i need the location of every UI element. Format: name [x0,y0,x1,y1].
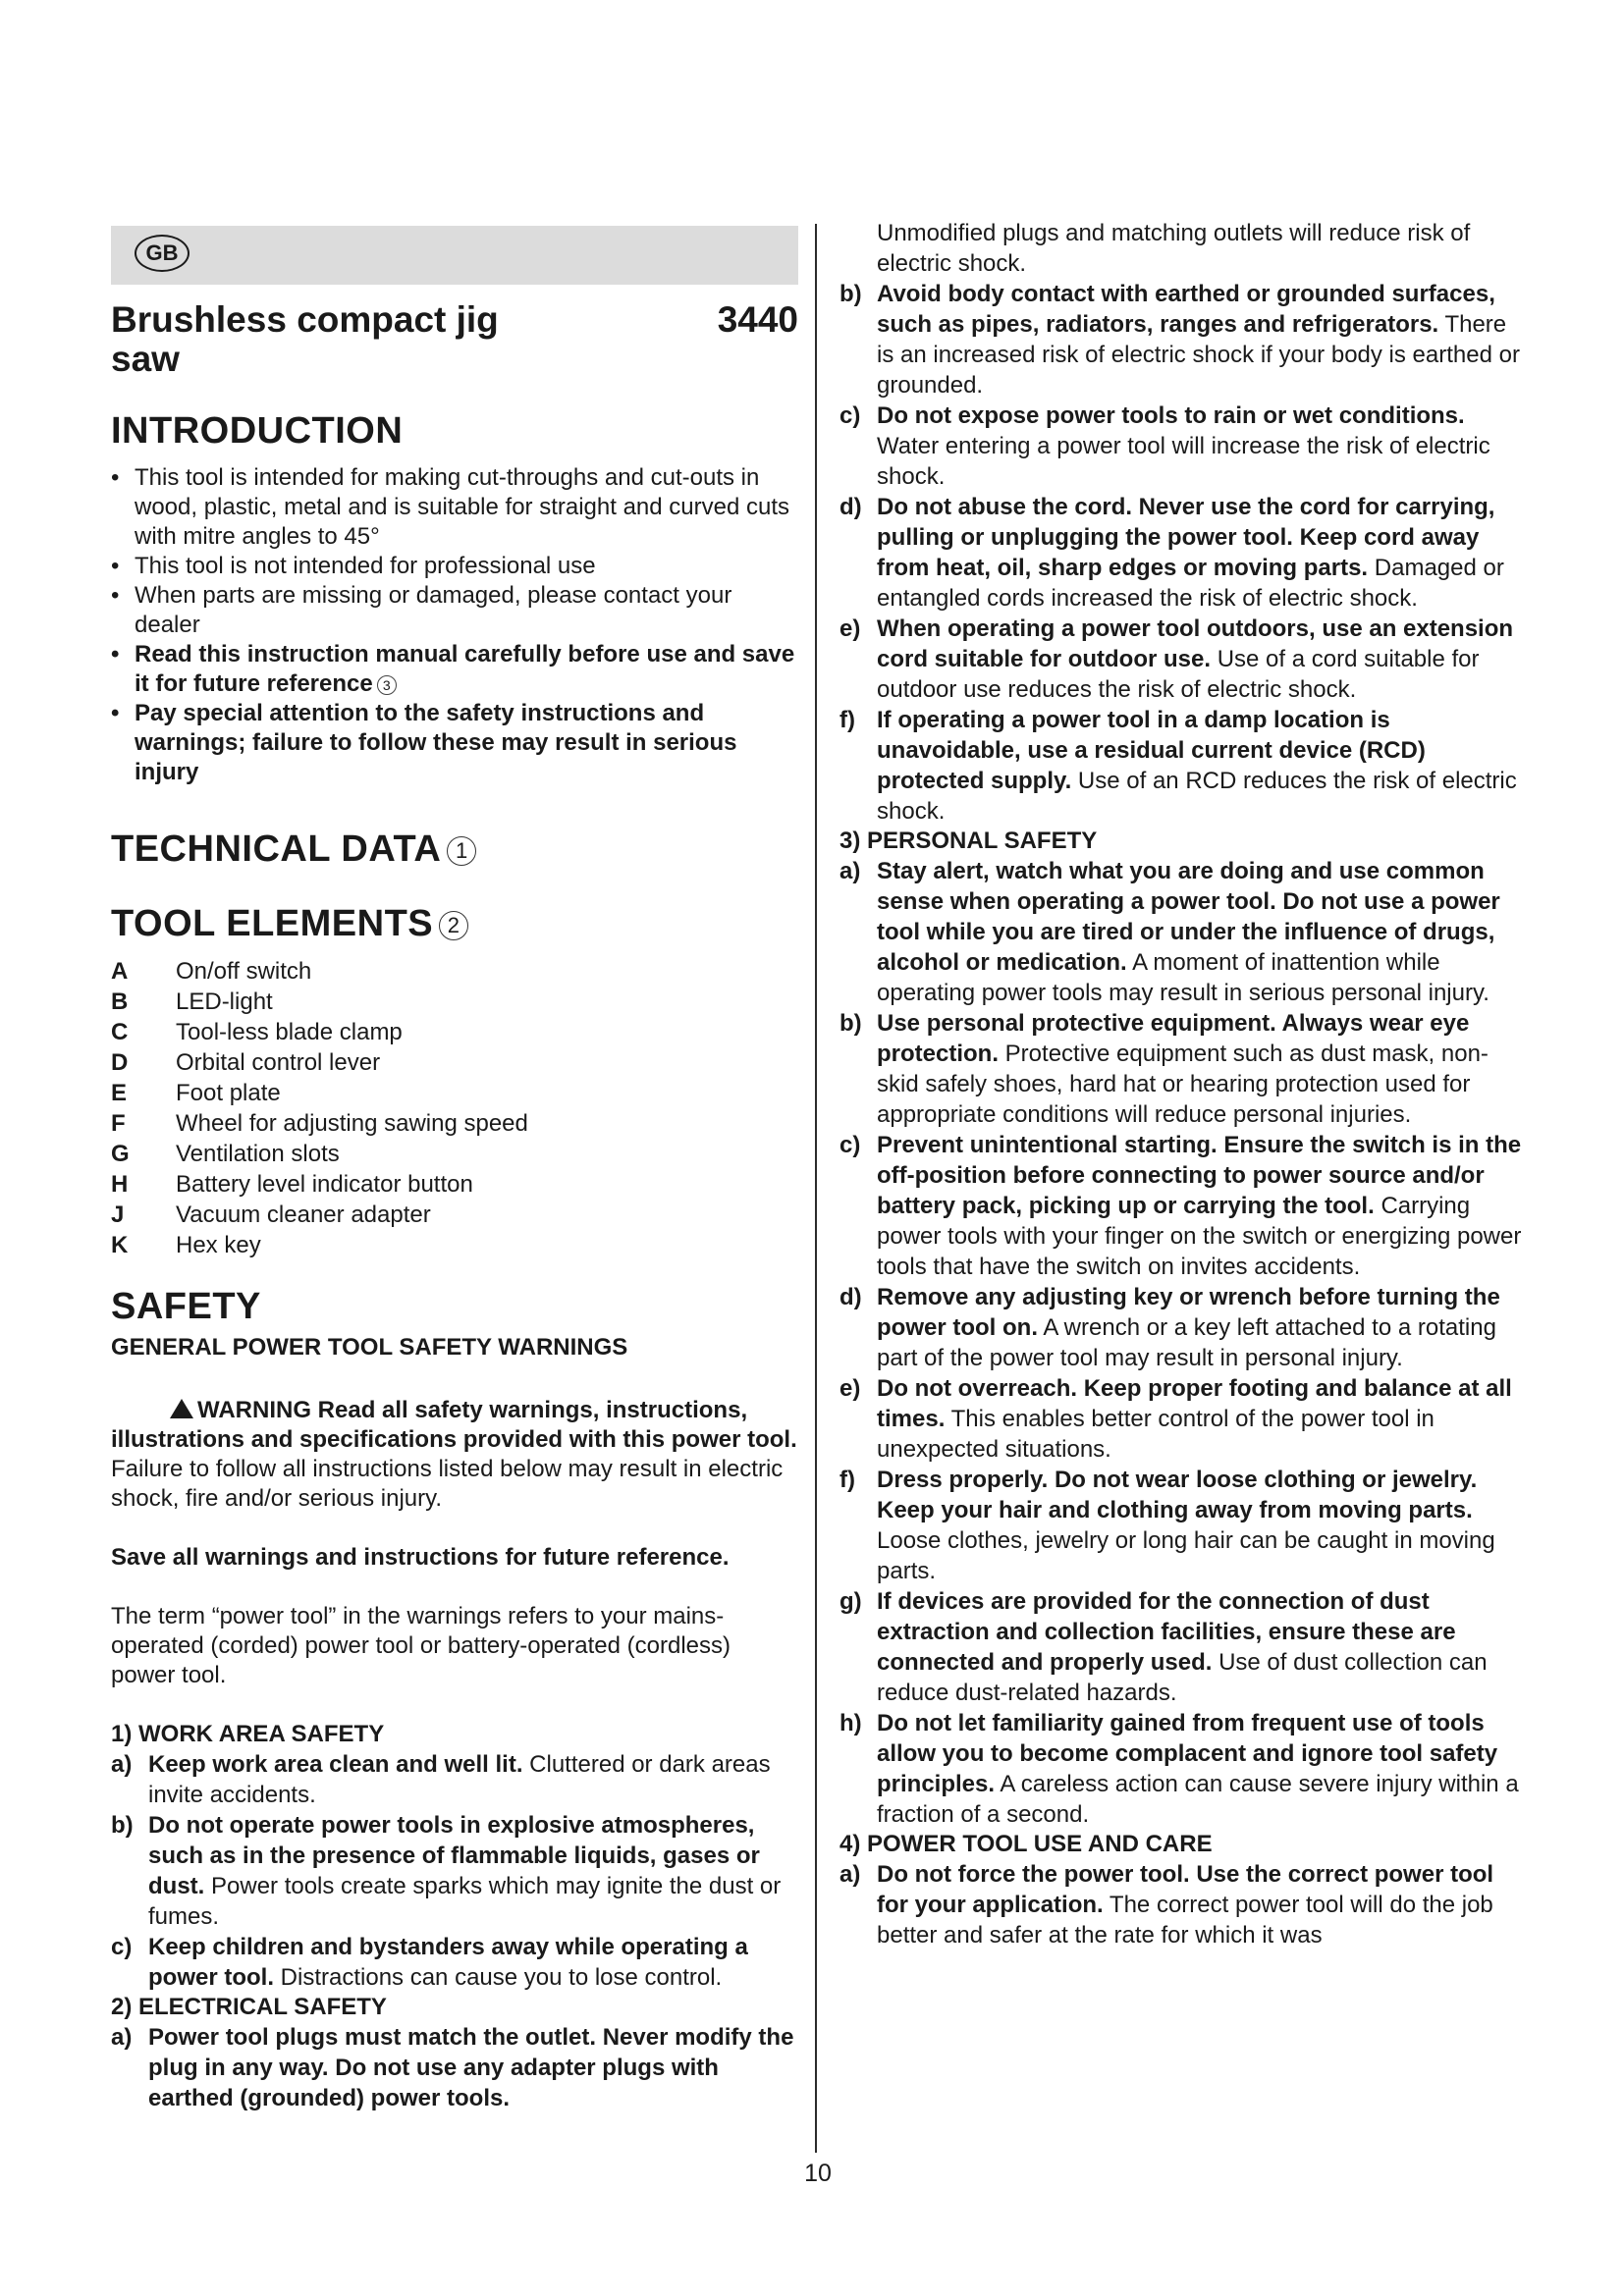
safety-item: b) Avoid body contact with earthed or grounded surfaces, such as pipes, radiators, ranges and refrigerators. There is an increased risk of electric shock if your body is earthed or grounded. [839,281,1520,399]
intro-bullet: • Read this instruction manual carefully before use and save it for future reference 3 [93,640,798,699]
safety-item: d) Do not abuse the cord. Never use the cord for carrying, pulling or unplugging the power tool. Keep cord away from heat, oil, sharp edges or moving parts. Damaged or entangled cords increased the risk of electric shock. [839,494,1504,612]
column-divider [815,224,817,2153]
safety-item: f) Dress properly. Do not wear loose clothing or jewelry. Keep your hair and clothing away from moving parts. Loose clothes, jewelry or long hair can be caught in moving parts. [839,1467,1495,1584]
tool-element: H Battery level indicator button [111,1171,473,1198]
page-number: 10 [804,2160,832,2187]
intro-bullet: • Pay special attention to the safety instructions and warnings; failure to follow these may result in serious injury [93,699,798,787]
safety-subheading: GENERAL POWER TOOL SAFETY WARNINGS [111,1334,628,1361]
section-title: 2) ELECTRICAL SAFETY [111,1994,387,2020]
tool-element: F Wheel for adjusting sawing speed [111,1110,528,1137]
safety-item: f) If operating a power tool in a damp location is unavoidable, use a residual current device (RCD) protected supply. Use of an RCD reduces the risk of electric shock. [839,707,1517,825]
intro-bullet: • This tool is not intended for professional use [93,552,798,581]
tool-element: D Orbital control lever [111,1049,381,1076]
safety-item: c) Keep children and bystanders away while operating a power tool. Distractions can cause you to lose control. [111,1934,748,1991]
left-column [111,226,798,2113]
safety-item: c) Do not expose power tools to rain or wet conditions. Water entering a power tool will increase the risk of electric shock. [839,402,1490,490]
intro-bullet: • When parts are missing or damaged, please contact your dealer [93,581,798,640]
tool-elements-heading: TOOL ELEMENTS 2 [111,901,798,946]
introduction-heading: INTRODUCTION [111,410,404,452]
continued-text: Unmodified plugs and matching outlets will reduce risk of electric shock. [877,220,1471,277]
tool-element: B LED-light [111,988,273,1015]
safety-item: d) Remove any adjusting key or wrench before turning the power tool on. A wrench or a key left attached to a rotating part of the power tool may result in personal injury. [839,1284,1500,1371]
safety-item: e) Do not overreach. Keep proper footing and balance at all times. This enables better control of the power tool in unexpected situations. [839,1375,1512,1463]
tool-element: G Ventilation slots [111,1141,340,1167]
section-title: 1) WORK AREA SAFETY [111,1721,385,1747]
warning-paragraph: WARNING Read all safety warnings, instructions, illustrations and specifications provided with this power tool. Failure to follow all instructions listed below may result in electric shock, fire and/or serious injury. [111,1397,797,1512]
safety-item: e) When operating a power tool outdoors, use an extension cord suitable for outdoor use. Use of a cord suitable for outdoor use reduces the risk of electric shock. [839,615,1514,703]
term-note: The term “power tool” in the warnings refers to your mains-operated (corded) power tool or battery-operated (cordless) power tool. [111,1603,731,1688]
safety-item: a) Keep work area clean and well lit. Cluttered or dark areas invite accidents. [111,1751,771,1808]
figure-ref-icon: 2 [439,911,468,940]
safety-item: h) Do not let familiarity gained from frequent use of tools allow you to become complacent and ignore tool safety principles. A careless action can cause severe injury within a fraction of a second. [839,1710,1519,1828]
safety-heading: SAFETY [111,1286,261,1327]
safety-item: a) Power tool plugs must match the outlet. Never modify the plug in any way. Do not use any adapter plugs with earthed (grounded) power tools. [111,2024,794,2111]
intro-bullets [111,463,798,787]
technical-data-heading: TECHNICAL DATA 1 [111,827,798,872]
safety-item: a) Do not force the power tool. Use the correct power tool for your application. The correct power tool will do the job better and safer at the rate for which it was [839,1861,1494,1949]
safety-item: c) Prevent unintentional starting. Ensure the switch is in the off-position before connecting to power source and/or battery pack, picking up or carrying the tool. Carrying power tools with your finger on the switch or energizing power tools that have the switch on invites accidents. [839,1132,1522,1280]
section-title: 3) PERSONAL SAFETY [839,828,1098,854]
warning-icon [170,1399,193,1418]
safety-item: g) If devices are provided for the connection of dust extraction and collection facilities, ensure these are connected and properly used. Use of dust collection can reduce dust-related hazards. [839,1588,1488,1706]
save-note: Save all warnings and instructions for future reference. [111,1544,730,1571]
section-title: 4) POWER TOOL USE AND CARE [839,1831,1213,1857]
safety-item: b) Do not operate power tools in explosive atmospheres, such as in the presence of flammable liquids, gases or dust. Power tools create sparks which may ignite the dust or fumes. [111,1812,782,1930]
tool-element: C Tool-less blade clamp [111,1019,403,1045]
figure-ref-icon: 1 [447,836,476,866]
product-title: Brushless compact jig saw [111,299,499,379]
language-bar [111,226,798,285]
model-number: 3440 [717,299,798,340]
intro-bullet: • This tool is intended for making cut-throughs and cut-outs in wood, plastic, metal and is suitable for straight and curved cuts with mitre angles to 45° [93,463,798,552]
right-column [839,218,1527,1950]
title-row [111,300,798,379]
language-badge: GB [135,235,189,272]
tool-element: E Foot plate [111,1080,281,1106]
tool-elements-list [111,956,798,1260]
tool-element: A On/off switch [111,958,312,985]
safety-item: b) Use personal protective equipment. Always wear eye protection. Protective equipment such as dust mask, non-skid safely shoes, hard hat or hearing protection used for appropriate conditions will reduce personal injuries. [839,1010,1489,1128]
safety-item: a) Stay alert, watch what you are doing and use common sense when operating a power tool. Do not use a power tool while you are tired or under the influence of drugs, alcohol or medication. A moment of inattention while operating power tools may result in serious personal injury. [839,858,1500,1006]
tool-element: J Vacuum cleaner adapter [111,1201,431,1228]
figure-ref-icon: 3 [377,675,397,695]
tool-element: K Hex key [111,1232,261,1258]
